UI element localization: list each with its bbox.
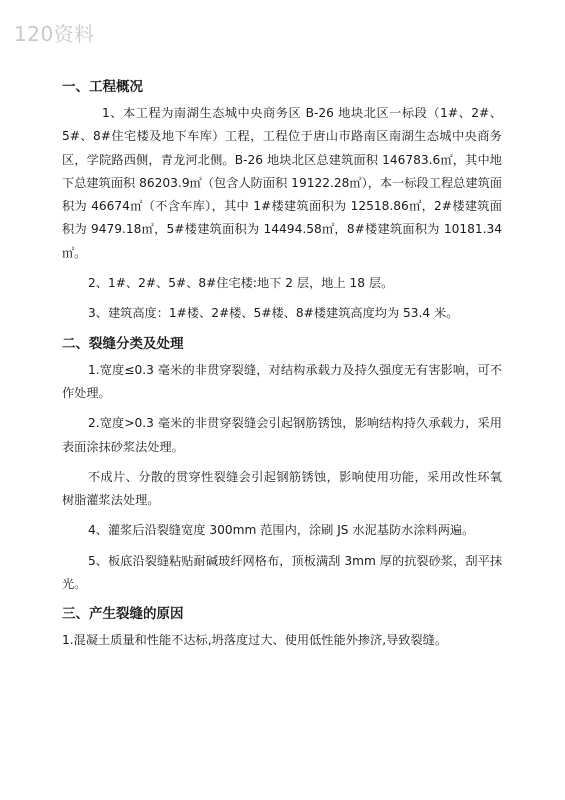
paragraph-crack-4: 4、灌浆后沿裂缝宽度 300mm 范围内，涂刷 JS 水泥基防水涂料两遍。 (88, 523, 475, 538)
section-heading-crack-handling: 二、裂缝分类及处理 (62, 335, 184, 352)
paragraph-crack-3: 不成片、分散的贯穿性裂缝会引起钢筋锈蚀，影响使用功能，采用改性环氧树脂灌浆法处理。 (62, 469, 502, 508)
paragraph-overview-1: 1、本工程为南湖生态城中央商务区 B-26 地块北区一标段（1#、2#、5#、8#住宅楼及地下车库）工程，工程位于唐山市路南区南湖生态城中央商务区，学院路西侧，青龙河北侧。B-26 地块北区总建筑面积 146783.6㎡，其中地下总建筑面积 86203.9㎡（包含人防面积 19122.28㎡），本一标段工程总建筑面积为 46674㎡（不含车库），其中 1#楼建筑面积为 12518.86㎡，2#楼建筑面积为 9479.18㎡，5#楼建筑面积为 14494.58㎡，8#楼建筑面积为 10181.34㎡。 (62, 106, 502, 260)
paragraph-overview-2: 2、1#、2#、5#、8#住宅楼:地下 2 层，地上 18 层。 (88, 276, 394, 291)
paragraph-overview-3: 3、建筑高度：1#楼、2#楼、5#楼、8#楼建筑高度均为 53.4 米。 (88, 306, 459, 321)
document-body (62, 78, 502, 653)
section-heading-crack-causes: 三、产生裂缝的原因 (62, 606, 184, 623)
paragraph-crack-5: 5、板底沿裂缝粘贴耐碱玻纤网格布，顶板满刮 3mm 厚的抗裂砂浆，刮平抹光。 (62, 553, 502, 592)
section-heading-overview: 一、工程概况 (62, 79, 143, 95)
paragraph-crack-2: 2.宽度>0.3 毫米的非贯穿裂缝会引起钢筋锈蚀，影响结构持久承载力，采用表面涂抹砂浆法处理。 (62, 416, 502, 454)
paragraph-cause-1: 1.混凝土质量和性能不达标,坍落度过大、使用低性能外掺济,导致裂缝。 (62, 633, 448, 648)
watermark-logo: 120资料 (14, 22, 95, 46)
paragraph-crack-1: 1.宽度≤0.3 毫米的非贯穿裂缝，对结构承载力及持久强度无有害影响，可不作处理。 (62, 362, 502, 400)
